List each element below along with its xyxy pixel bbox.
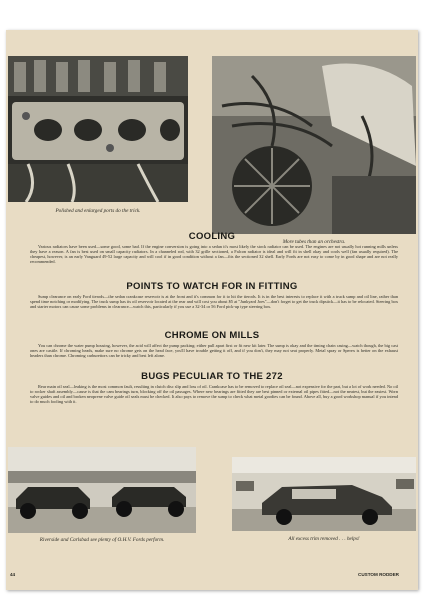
caption-top-left: Polished and enlarged ports do the trick. — [55, 208, 141, 214]
paragraph-bugs: Rear main oil seal—leaking is the most common fault, resulting in clutch disc slip and loss of oil. Crankcase has to be removed to replace oil seal—not expensive for the part, but a lot of work needed. No oil to rocker shaft assembly—cause is that the cam bearings turn, blocking off the oil passages. Where new bearings are fitted they are best pinned or external oil pipes fitted—not the neatest, but the easiest. Worn valve guides and oil and broken neoprene valve guide oil seals must be checked. It also pays to remove the sump to check what metal goodies can be found. Above all, buy a good workshop manual if you intend to do much fooling with it. — [30, 384, 398, 405]
photo-race-cars — [8, 447, 196, 533]
magazine-page — [6, 30, 418, 590]
heading-bugs: BUGS PECULIAR TO THE 272 — [141, 371, 283, 382]
page-number: 44 — [10, 572, 16, 577]
heading-cooling: COOLING — [188, 231, 236, 242]
heading-chrome: CHROME ON MILLS — [164, 330, 260, 341]
caption-top-right: More tubes than an orchestra. — [282, 239, 346, 245]
caption-bottom-right: All excess trim removed . . . helps! — [288, 536, 360, 542]
photo-engine-ports — [8, 56, 188, 202]
caption-bottom-left: Riverside and Carlsbad see plenty of O.H.V. Fords perform. — [39, 537, 165, 543]
photo-stripped-car — [232, 457, 416, 531]
magazine-name: CUSTOM RODDER — [358, 572, 400, 577]
race-cars-image — [8, 447, 196, 533]
engine-bay-image — [212, 56, 416, 234]
heading-fitting: POINTS TO WATCH FOR IN FITTING — [126, 281, 298, 292]
paragraph-chrome: You can chrome the water pump housing, however, the acid will affect the pump packing; either pull apart first or fit new kit later. The sump is okay and the timing chain casing—watch though, the big cast ones are castile. If chroming heads, make sure no chrome gets on the head face, you'll have trouble getting it off, and if you don't, they may not seat properly. Metal spray or Sperex is better on the exhaust headers than chrome. Chroming carburettors can be tricky and best left alone. — [30, 343, 398, 359]
paragraph-cooling: Various radiators have been used—some good, some bad. If the engine conversion is going into a sedan it's most likely the stock radiator can be used. The engines are not usually hot running mills unless they have a reason. A fan is best used on small capacity radiators. In a channeled rod, with 32 grille sectioned, a Falcon radiator is ideal and will fit in shell okay and cools well (fan usually required). The cheapest, however, is an early Vanguard 49-52 large capacity and will cool if in good condition without a fan—fits the sectioned 32 shell. Early Fords are not easy to come by in good shape and are not really recommended. — [30, 244, 398, 265]
engine-ports-image — [8, 56, 188, 202]
photo-engine-bay — [212, 56, 416, 234]
paragraph-fitting: Sump clearance on early Ford tierods—the sedan crankcase reservoir is at the front and it's common for it to hit the tierods. It is in the best interests to replace it with a truck sump and oil line, rather than spend time notching or modifying. The truck sump has its oil reservoir located at the rear and will cost you about $5 at "Junkyard Joes"—don't forget to get the truck dipstick—it has to be relocated. Steering box and starter motors can cause some problems in clearance—watch this, particularly if you use a 32-34 or 56 Ford pick-up type steering box. — [30, 294, 398, 310]
stripped-car-image — [232, 457, 416, 531]
